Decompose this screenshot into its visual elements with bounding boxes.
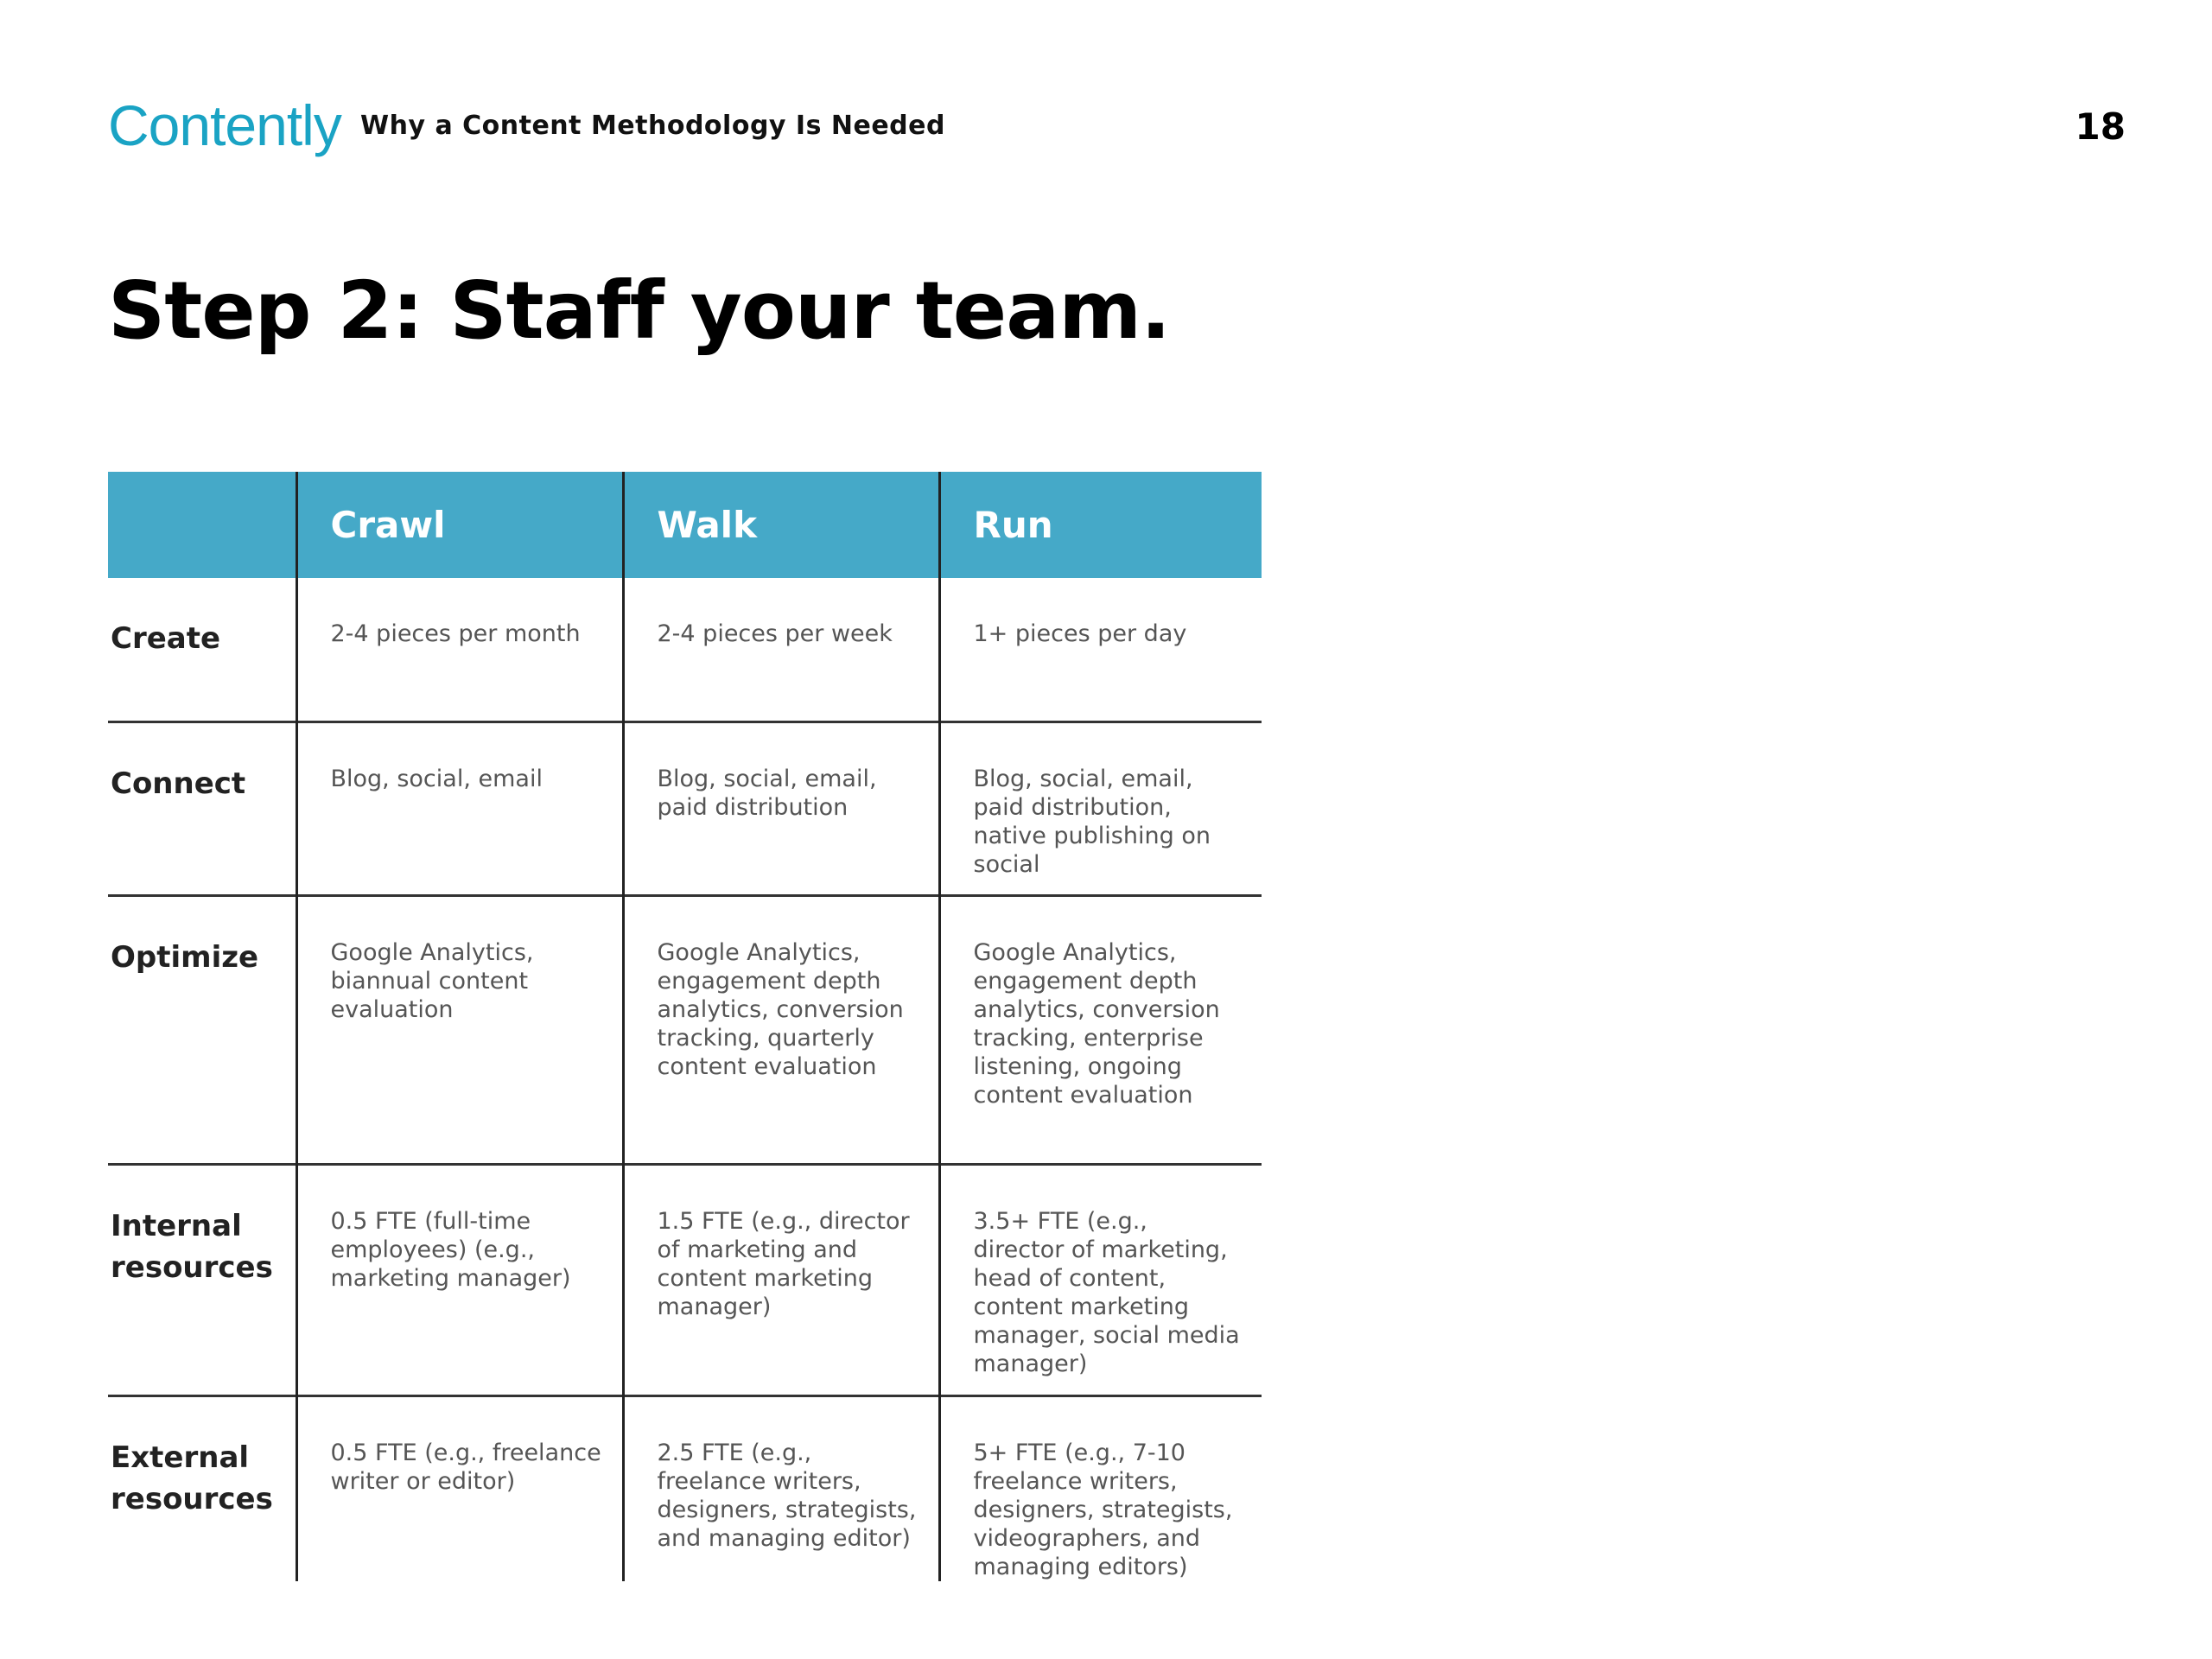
table-cell: 1.5 FTE (e.g., director of marketing and content marketing manager) bbox=[623, 1165, 939, 1396]
table-row-connect bbox=[108, 722, 1262, 896]
table-cell: 0.5 FTE (full-time employees) (e.g., marketing manager) bbox=[296, 1165, 623, 1396]
table-header-row bbox=[108, 472, 1262, 578]
table-cell: 5+ FTE (e.g., 7-10 freelance writers, designers, strategists, videographers, and managing editors) bbox=[939, 1396, 1262, 1582]
table-row-external-resources bbox=[108, 1396, 1262, 1582]
row-label: Internal resources bbox=[108, 1165, 296, 1396]
table-cell: Blog, social, email, paid distribution, native publishing on social bbox=[939, 722, 1262, 896]
row-label: Optimize bbox=[108, 896, 296, 1165]
page-number: 18 bbox=[2075, 105, 2126, 148]
table-row-optimize bbox=[108, 896, 1262, 1165]
row-label: External resources bbox=[108, 1396, 296, 1582]
contently-logo: Contently bbox=[108, 93, 341, 157]
table-cell: 1+ pieces per day bbox=[939, 578, 1262, 722]
table-cell: Blog, social, email bbox=[296, 722, 623, 896]
table-cell: 2-4 pieces per week bbox=[623, 578, 939, 722]
table-cell: 2.5 FTE (e.g., freelance writers, designers, strategists, and managing editor) bbox=[623, 1396, 939, 1582]
table-cell: Blog, social, email, paid distribution bbox=[623, 722, 939, 896]
header-cell-empty bbox=[108, 472, 296, 578]
header-cell-crawl: Crawl bbox=[296, 472, 623, 578]
header-cell-run: Run bbox=[939, 472, 1262, 578]
table-cell: Google Analytics, engagement depth analytics, conversion tracking, enterprise listening, ongoing content evaluation bbox=[939, 896, 1262, 1165]
table-row-create bbox=[108, 578, 1262, 722]
table-cell: 2-4 pieces per month bbox=[296, 578, 623, 722]
table-cell: 0.5 FTE (e.g., freelance writer or editor) bbox=[296, 1396, 623, 1582]
row-label: Create bbox=[111, 621, 221, 656]
table-cell: 3.5+ FTE (e.g., director of marketing, head of content, content marketing manager, social media manager) bbox=[939, 1165, 1262, 1396]
staffing-table bbox=[108, 472, 1262, 1581]
header-cell-walk: Walk bbox=[623, 472, 939, 578]
table-row-internal-resources bbox=[108, 1165, 1262, 1396]
page-header bbox=[108, 86, 2126, 164]
table-cell: Google Analytics, biannual content evaluation bbox=[296, 896, 623, 1165]
page-title: Step 2: Staff your team. bbox=[108, 264, 1171, 357]
table-cell: Google Analytics, engagement depth analytics, conversion tracking, quarterly content evaluation bbox=[623, 896, 939, 1165]
section-subtitle: Why a Content Methodology Is Needed bbox=[360, 111, 945, 141]
row-label: Connect bbox=[108, 722, 296, 896]
